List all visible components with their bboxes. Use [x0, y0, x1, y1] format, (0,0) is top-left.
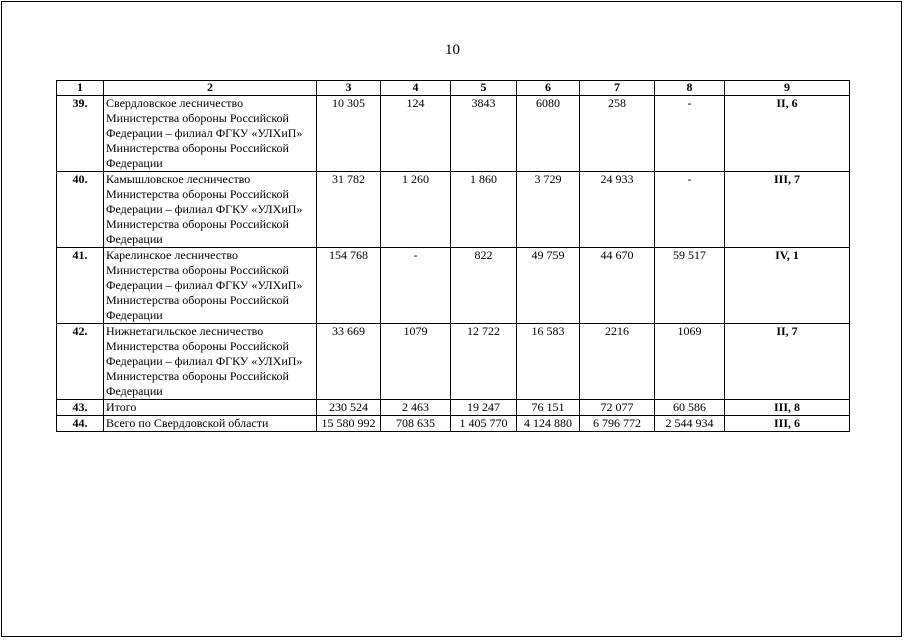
- grand-total-label: Всего по Свердловской области: [104, 416, 317, 432]
- table-row: [57, 248, 850, 324]
- value-cell: -: [655, 96, 725, 172]
- table-row: [57, 96, 850, 172]
- value-cell: 2 463: [381, 400, 451, 416]
- row-index: 41.: [57, 248, 104, 324]
- column-header: 2: [104, 81, 317, 96]
- value-cell: 1069: [655, 324, 725, 400]
- value-cell: 708 635: [381, 416, 451, 432]
- value-cell: 44 670: [580, 248, 655, 324]
- value-cell: 76 151: [517, 400, 580, 416]
- value-cell: 72 077: [580, 400, 655, 416]
- column-header: 9: [725, 81, 850, 96]
- value-cell: 60 586: [655, 400, 725, 416]
- grade-cell: III, 6: [725, 416, 850, 432]
- column-header: 7: [580, 81, 655, 96]
- value-cell: 6 796 772: [580, 416, 655, 432]
- value-cell: 59 517: [655, 248, 725, 324]
- row-index: 44.: [57, 416, 104, 432]
- total-label: Итого: [104, 400, 317, 416]
- value-cell: 258: [580, 96, 655, 172]
- header-row: [57, 81, 850, 96]
- value-cell: 4 124 880: [517, 416, 580, 432]
- column-header: 3: [317, 81, 381, 96]
- grade-cell: IV, 1: [725, 248, 850, 324]
- forestry-name: Нижнетагильское лесничество Министерства обороны Российской Федерации – филиал ФГКУ «УЛХиП» Министерства обороны Российской Федерации: [104, 324, 317, 400]
- forestry-table: [56, 80, 850, 432]
- row-index: 43.: [57, 400, 104, 416]
- column-header: 8: [655, 81, 725, 96]
- column-header: 4: [381, 81, 451, 96]
- grade-cell: II, 7: [725, 324, 850, 400]
- forestry-name: Камышловское лесничество Министерства обороны Российской Федерации – филиал ФГКУ «УЛХиП» Министерства обороны Российской Федерации: [104, 172, 317, 248]
- row-index: 39.: [57, 96, 104, 172]
- value-cell: 10 305: [317, 96, 381, 172]
- value-cell: 16 583: [517, 324, 580, 400]
- value-cell: 1 260: [381, 172, 451, 248]
- table-row: [57, 172, 850, 248]
- forestry-name: Карелинское лесничество Министерства обороны Российской Федерации – филиал ФГКУ «УЛХиП» Министерства обороны Российской Федерации: [104, 248, 317, 324]
- column-header: 6: [517, 81, 580, 96]
- row-index: 42.: [57, 324, 104, 400]
- value-cell: 2216: [580, 324, 655, 400]
- value-cell: 1 860: [451, 172, 517, 248]
- table-row-grand-total: [57, 416, 850, 432]
- value-cell: 6080: [517, 96, 580, 172]
- value-cell: -: [655, 172, 725, 248]
- value-cell: 230 524: [317, 400, 381, 416]
- value-cell: 2 544 934: [655, 416, 725, 432]
- table-row-total: [57, 400, 850, 416]
- value-cell: 822: [451, 248, 517, 324]
- value-cell: 15 580 992: [317, 416, 381, 432]
- value-cell: 3843: [451, 96, 517, 172]
- table-row: [57, 324, 850, 400]
- value-cell: 19 247: [451, 400, 517, 416]
- value-cell: 24 933: [580, 172, 655, 248]
- value-cell: 1 405 770: [451, 416, 517, 432]
- value-cell: 12 722: [451, 324, 517, 400]
- column-header: 5: [451, 81, 517, 96]
- value-cell: 49 759: [517, 248, 580, 324]
- value-cell: 3 729: [517, 172, 580, 248]
- forestry-name: Свердловское лесничество Министерства обороны Российской Федерации – филиал ФГКУ «УЛХиП» Министерства обороны Российской Федерации: [104, 96, 317, 172]
- value-cell: -: [381, 248, 451, 324]
- grade-cell: III, 7: [725, 172, 850, 248]
- value-cell: 1079: [381, 324, 451, 400]
- value-cell: 31 782: [317, 172, 381, 248]
- value-cell: 124: [381, 96, 451, 172]
- value-cell: 33 669: [317, 324, 381, 400]
- row-index: 40.: [57, 172, 104, 248]
- value-cell: 154 768: [317, 248, 381, 324]
- grade-cell: III, 8: [725, 400, 850, 416]
- column-header: 1: [57, 81, 104, 96]
- grade-cell: II, 6: [725, 96, 850, 172]
- page-number: 10: [445, 42, 460, 58]
